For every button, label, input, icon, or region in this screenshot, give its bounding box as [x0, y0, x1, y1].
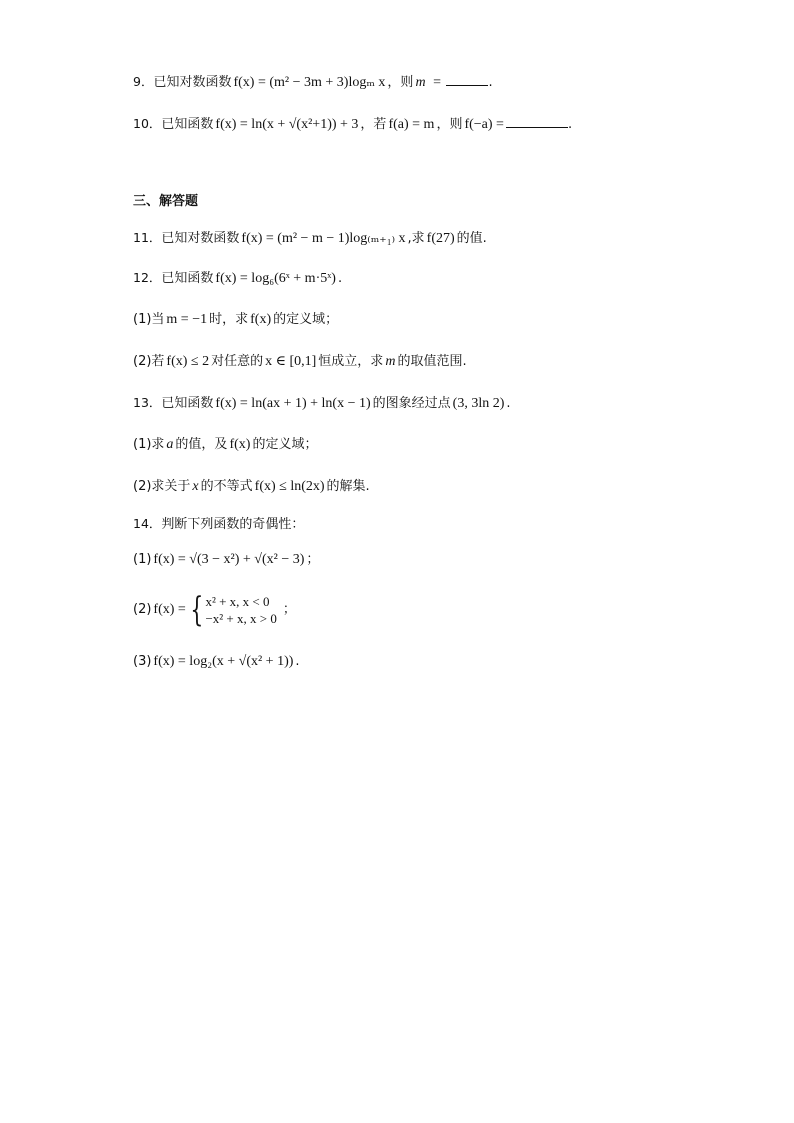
- answer-blank[interactable]: [446, 73, 488, 86]
- point: (3, 3ln 2): [452, 396, 505, 411]
- variable: m: [385, 354, 396, 369]
- problem-14-part-3: [133, 652, 300, 672]
- formula: f(x) = ln(ax + 1) + ln(x − 1): [215, 396, 371, 411]
- problem-14-part-2: [133, 589, 296, 630]
- condition: f(a) = m: [388, 117, 435, 132]
- function-expression: f(x): [250, 312, 272, 327]
- problem-14-part-1: [133, 550, 319, 570]
- answer-blank[interactable]: [506, 115, 568, 128]
- problem-12: [133, 268, 342, 289]
- problem-14: [133, 514, 304, 535]
- variable: a: [166, 437, 174, 452]
- period: .: [337, 271, 343, 286]
- part-label: (2)求关于: [133, 479, 191, 494]
- period: .: [295, 654, 300, 669]
- problem-text: ，则: [387, 75, 414, 90]
- problem-text: ，则: [436, 117, 463, 132]
- problem-text: ；: [282, 602, 296, 617]
- problem-number: 12．: [133, 270, 162, 285]
- problem-11: [133, 228, 487, 249]
- problem-text: 的定义域；: [273, 312, 339, 327]
- problem-text: 已知对数函数: [161, 231, 240, 246]
- problem-13-part-2: [133, 477, 370, 497]
- formula: f(x) = log₆(6ˣ + m·5ˣ): [215, 271, 336, 286]
- inequality: f(x) ≤ ln(2x): [254, 479, 325, 494]
- period: .: [488, 75, 493, 90]
- problem-text: 的值.: [456, 231, 487, 246]
- problem-9: [133, 72, 493, 93]
- part-label: (1)求: [133, 437, 165, 452]
- problem-text: 对任意的: [211, 354, 264, 369]
- function-expression: f(x): [229, 437, 251, 452]
- formula: f(x) = log₂(x + √(x² + 1)): [153, 654, 294, 669]
- target-expression: f(−a) =: [464, 117, 504, 132]
- problem-text: 的取值范围.: [397, 354, 467, 369]
- formula: f(x) = √(3 − x²) + √(x² − 3): [153, 552, 305, 567]
- variable: m: [415, 75, 426, 90]
- problem-12-part-2: [133, 352, 467, 372]
- domain-expression: x ∈ [0,1]: [265, 354, 317, 369]
- problem-text: 恒成立，求: [318, 354, 384, 369]
- problem-number: 13．: [133, 395, 162, 410]
- part-label: (1): [133, 552, 152, 567]
- problem-number: 10．: [133, 116, 162, 131]
- part-label: (3): [133, 654, 152, 669]
- problem-text: ,求: [407, 231, 425, 246]
- condition: f(x) ≤ 2: [166, 354, 210, 369]
- part-label: (2): [133, 602, 152, 617]
- problem-text: 的解集.: [326, 479, 370, 494]
- function-lhs: f(x) =: [153, 602, 186, 617]
- problem-number: 11．: [133, 230, 162, 245]
- problem-10: [133, 114, 572, 135]
- problem-text: 的不等式: [200, 479, 253, 494]
- problem-text: ，若: [360, 117, 387, 132]
- problem-text: 已知函数: [161, 396, 214, 411]
- problem-number: 9．: [133, 74, 154, 89]
- piecewise-case-1: x² + x, x < 0: [205, 593, 270, 609]
- problem-12-part-1: [133, 310, 338, 330]
- problem-text: 的值，及: [175, 437, 228, 452]
- problem-text: 判断下列函数的奇偶性：: [161, 517, 305, 532]
- formula: f(x) = (m² − 3m + 3)logₘ x: [233, 75, 386, 90]
- problem-13: [133, 393, 511, 414]
- problem-13-part-1: [133, 435, 317, 455]
- section-title: 三、解答题: [133, 194, 199, 209]
- problem-text: 已知函数: [161, 271, 214, 286]
- problem-number: 14．: [133, 516, 162, 531]
- problem-text: 的定义域；: [252, 437, 318, 452]
- condition: m = −1: [166, 312, 208, 327]
- piecewise-case-2: −x² + x, x > 0: [205, 610, 277, 626]
- equals-sign: =: [429, 75, 445, 90]
- problem-text: 已知函数: [161, 117, 214, 132]
- period: .: [506, 396, 511, 411]
- part-label: (2)若: [133, 354, 165, 369]
- formula: f(x) = (m² − m − 1)log₍ₘ₊₁₎ x: [241, 231, 406, 246]
- part-label: (1)当: [133, 312, 165, 327]
- problem-text: 的图象经过点: [372, 396, 451, 411]
- formula: f(x) = ln(x + √(x²+1)) + 3: [215, 117, 359, 132]
- problem-text: 已知对数函数: [153, 75, 232, 90]
- variable: x: [192, 479, 199, 494]
- left-brace: {: [190, 589, 204, 630]
- piecewise-cases: [205, 593, 276, 627]
- problem-text: ；: [306, 552, 320, 567]
- problem-text: 时，求: [209, 312, 249, 327]
- target-expression: f(27): [426, 231, 455, 246]
- period: .: [567, 117, 573, 132]
